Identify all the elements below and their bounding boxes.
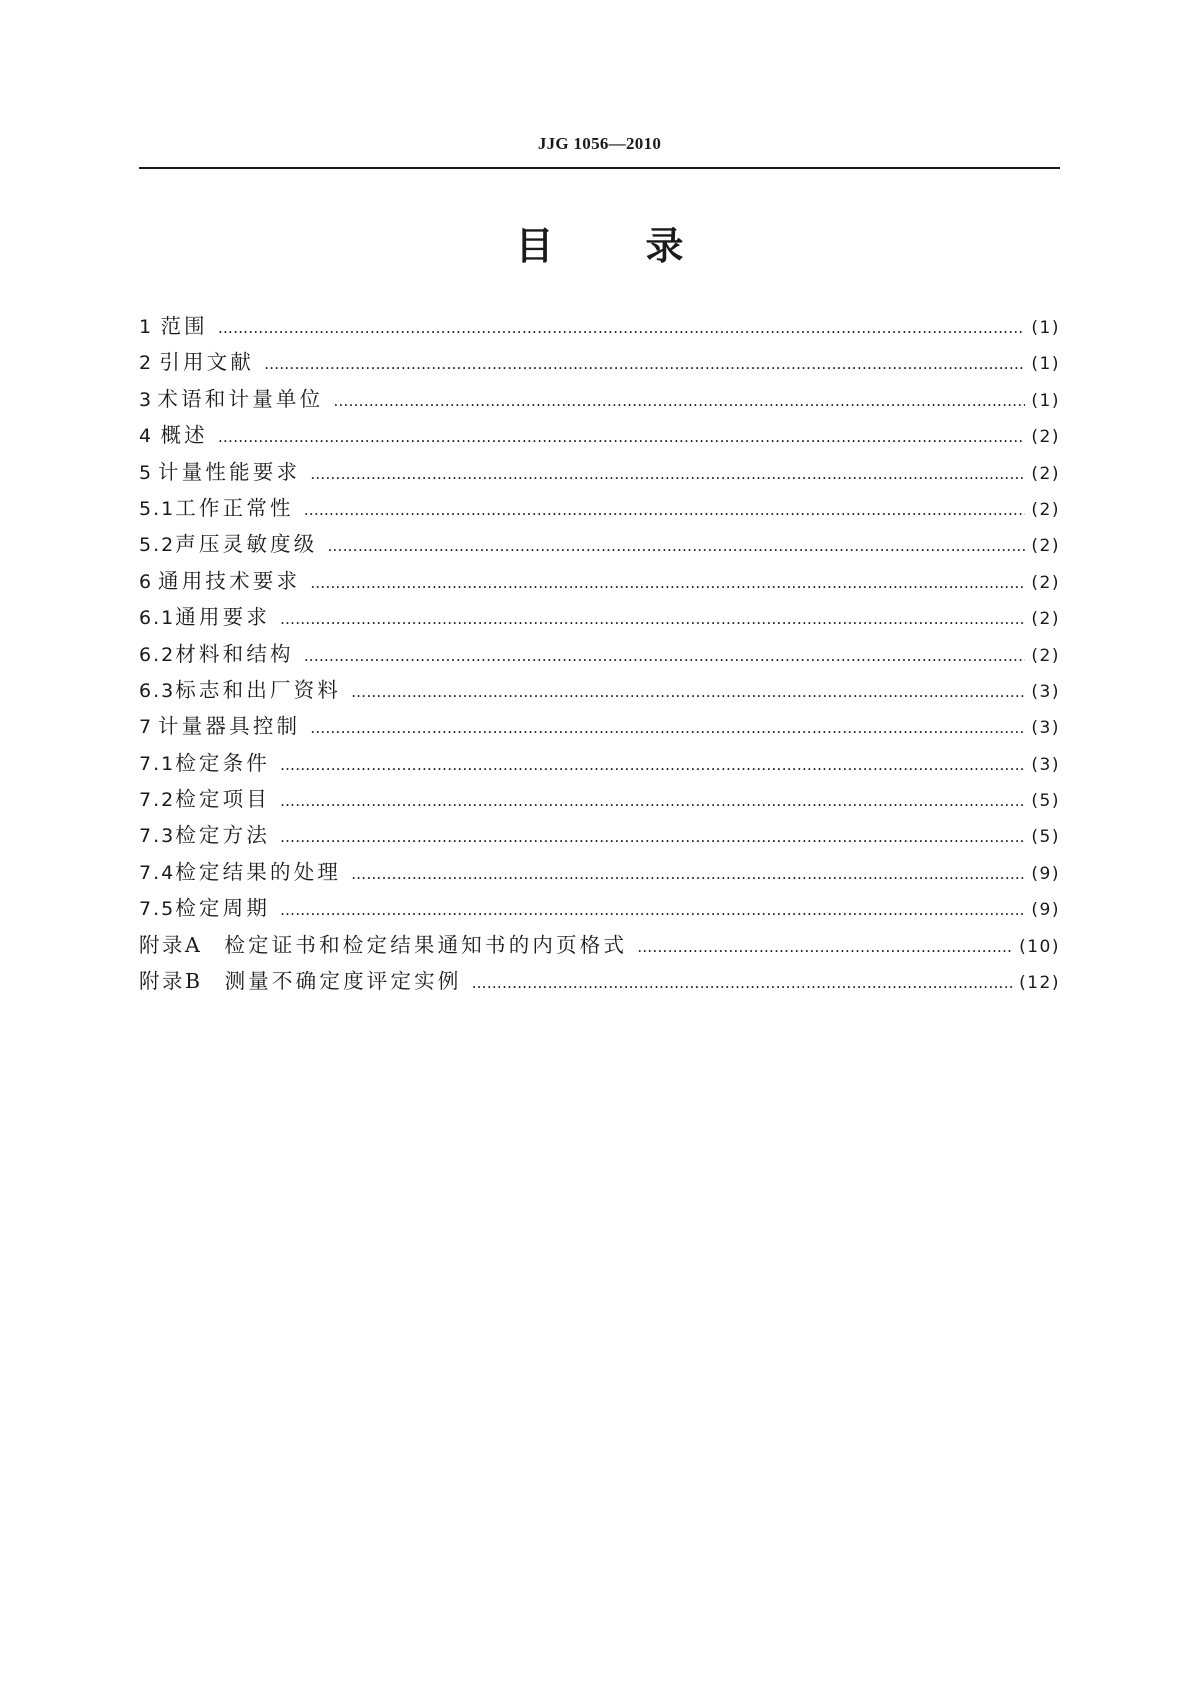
toc-dot-leader xyxy=(280,819,1025,855)
toc-entry-page: (10) xyxy=(1019,936,1060,957)
toc-dot-leader xyxy=(280,601,1025,637)
toc-dot-leader xyxy=(351,674,1025,710)
table-of-contents xyxy=(139,308,1060,999)
toc-entry-label: 检定条件 xyxy=(175,750,271,775)
toc-dot-leader xyxy=(333,383,1025,419)
toc-entry-page: (3) xyxy=(1031,754,1060,775)
toc-entry-number: 7.2 xyxy=(139,789,176,812)
toc-dot-leader xyxy=(351,856,1025,892)
toc-entry[interactable] xyxy=(139,526,1060,562)
toc-entry-page: (2) xyxy=(1031,536,1060,557)
toc-entry-label: 检定周期 xyxy=(175,896,271,921)
toc-entry-page: (2) xyxy=(1031,645,1060,666)
toc-entry[interactable] xyxy=(139,817,1060,853)
toc-entry[interactable] xyxy=(139,854,1060,890)
toc-entry-label: 术语和计量单位 xyxy=(157,386,324,411)
toc-entry-number: 7.1 xyxy=(139,752,176,775)
toc-entry-number: 7.4 xyxy=(139,861,176,884)
toc-entry-label: 材料和结构 xyxy=(175,641,294,666)
toc-entry[interactable] xyxy=(139,708,1060,744)
toc-entry-page: (1) xyxy=(1031,354,1060,375)
toc-entry-number: 1 xyxy=(139,316,154,338)
toc-entry-label: 范围 xyxy=(160,314,208,338)
toc-entry[interactable] xyxy=(139,599,1060,635)
toc-entry-label: 检定证书和检定结果通知书的内页格式 xyxy=(224,932,628,957)
toc-entry-number: 6.3 xyxy=(139,679,176,702)
title-char-1: 目 xyxy=(515,224,554,268)
toc-entry-number: 7 xyxy=(139,716,154,739)
toc-entry-number: 6 xyxy=(139,570,154,593)
toc-entry[interactable] xyxy=(139,381,1060,417)
toc-entry[interactable] xyxy=(139,636,1060,672)
toc-entry[interactable] xyxy=(139,454,1060,490)
toc-entry-number: 附录A xyxy=(139,932,203,957)
toc-entry-number: 5.2 xyxy=(139,534,176,557)
toc-entry-page: (3) xyxy=(1031,718,1060,739)
toc-entry-page: (2) xyxy=(1031,609,1060,630)
toc-entry-number: 5 xyxy=(139,461,154,484)
toc-entry[interactable] xyxy=(139,490,1060,526)
toc-entry-number: 3 xyxy=(139,388,154,411)
toc-entry[interactable] xyxy=(139,563,1060,599)
toc-entry[interactable] xyxy=(139,745,1060,781)
toc-entry-appendix-a[interactable] xyxy=(139,927,1060,963)
toc-dot-leader xyxy=(218,310,1026,346)
toc-dot-leader xyxy=(264,346,1025,382)
toc-dot-leader xyxy=(310,456,1025,492)
toc-entry-label: 计量器具控制 xyxy=(158,714,301,739)
toc-entry-page: (5) xyxy=(1031,791,1060,812)
toc-entry-label: 检定项目 xyxy=(175,787,271,812)
toc-entry-label: 引用文献 xyxy=(159,350,255,375)
toc-entry-page: (2) xyxy=(1031,572,1060,593)
toc-entry[interactable] xyxy=(139,672,1060,708)
toc-dot-leader xyxy=(472,965,1014,1001)
page-title xyxy=(139,218,1060,274)
toc-dot-leader xyxy=(304,638,1026,674)
toc-entry-label: 计量性能要求 xyxy=(158,459,301,484)
toc-entry-page: (12) xyxy=(1019,973,1060,994)
toc-entry-page: (1) xyxy=(1031,318,1060,338)
toc-entry-page: (5) xyxy=(1031,827,1060,848)
toc-entry[interactable] xyxy=(139,890,1060,926)
toc-entry[interactable] xyxy=(139,344,1060,380)
toc-entry-label: 通用要求 xyxy=(175,605,271,630)
toc-entry-label: 通用技术要求 xyxy=(158,568,301,593)
toc-dot-leader xyxy=(304,492,1026,528)
toc-entry-page: (1) xyxy=(1031,390,1060,411)
header-divider xyxy=(139,167,1060,169)
toc-dot-leader xyxy=(637,929,1013,965)
toc-entry[interactable] xyxy=(139,308,1060,344)
toc-entry-page: (3) xyxy=(1031,681,1060,702)
toc-entry-page: (9) xyxy=(1031,900,1060,921)
toc-entry-number: 4 xyxy=(139,425,154,448)
toc-entry-page: (2) xyxy=(1031,427,1060,448)
title-char-2: 录 xyxy=(645,224,684,268)
toc-entry-number: 6.2 xyxy=(139,643,176,666)
toc-entry-appendix-b[interactable] xyxy=(139,963,1060,999)
toc-dot-leader xyxy=(310,565,1025,601)
toc-entry-label: 标志和出厂资料 xyxy=(175,677,342,702)
standard-code-header: JJG 1056—2010 xyxy=(537,134,662,153)
toc-entry-label: 工作正常性 xyxy=(175,495,294,520)
toc-entry-label: 声压灵敏度级 xyxy=(175,532,318,557)
toc-dot-leader xyxy=(218,419,1026,455)
toc-dot-leader xyxy=(280,747,1025,783)
toc-entry-number: 7.3 xyxy=(139,825,176,848)
toc-entry-page: (2) xyxy=(1031,463,1060,484)
toc-dot-leader xyxy=(327,528,1025,564)
toc-dot-leader xyxy=(280,892,1025,928)
toc-entry-number: 2 xyxy=(139,352,154,375)
toc-entry-page: (9) xyxy=(1031,863,1060,884)
toc-entry-number: 7.5 xyxy=(139,898,176,921)
toc-entry-number: 6.1 xyxy=(139,607,176,630)
toc-entry-number: 5.1 xyxy=(139,497,176,520)
toc-dot-leader xyxy=(280,783,1025,819)
toc-entry-label: 检定方法 xyxy=(175,823,271,848)
toc-entry-label: 测量不确定度评定实例 xyxy=(224,969,462,994)
toc-entry-page: (2) xyxy=(1031,499,1060,520)
toc-entry-label: 概述 xyxy=(160,423,208,448)
toc-dot-leader xyxy=(310,710,1025,746)
toc-entry-label: 检定结果的处理 xyxy=(175,859,342,884)
toc-entry[interactable] xyxy=(139,417,1060,453)
toc-entry[interactable] xyxy=(139,781,1060,817)
toc-entry-number: 附录B xyxy=(139,969,203,994)
